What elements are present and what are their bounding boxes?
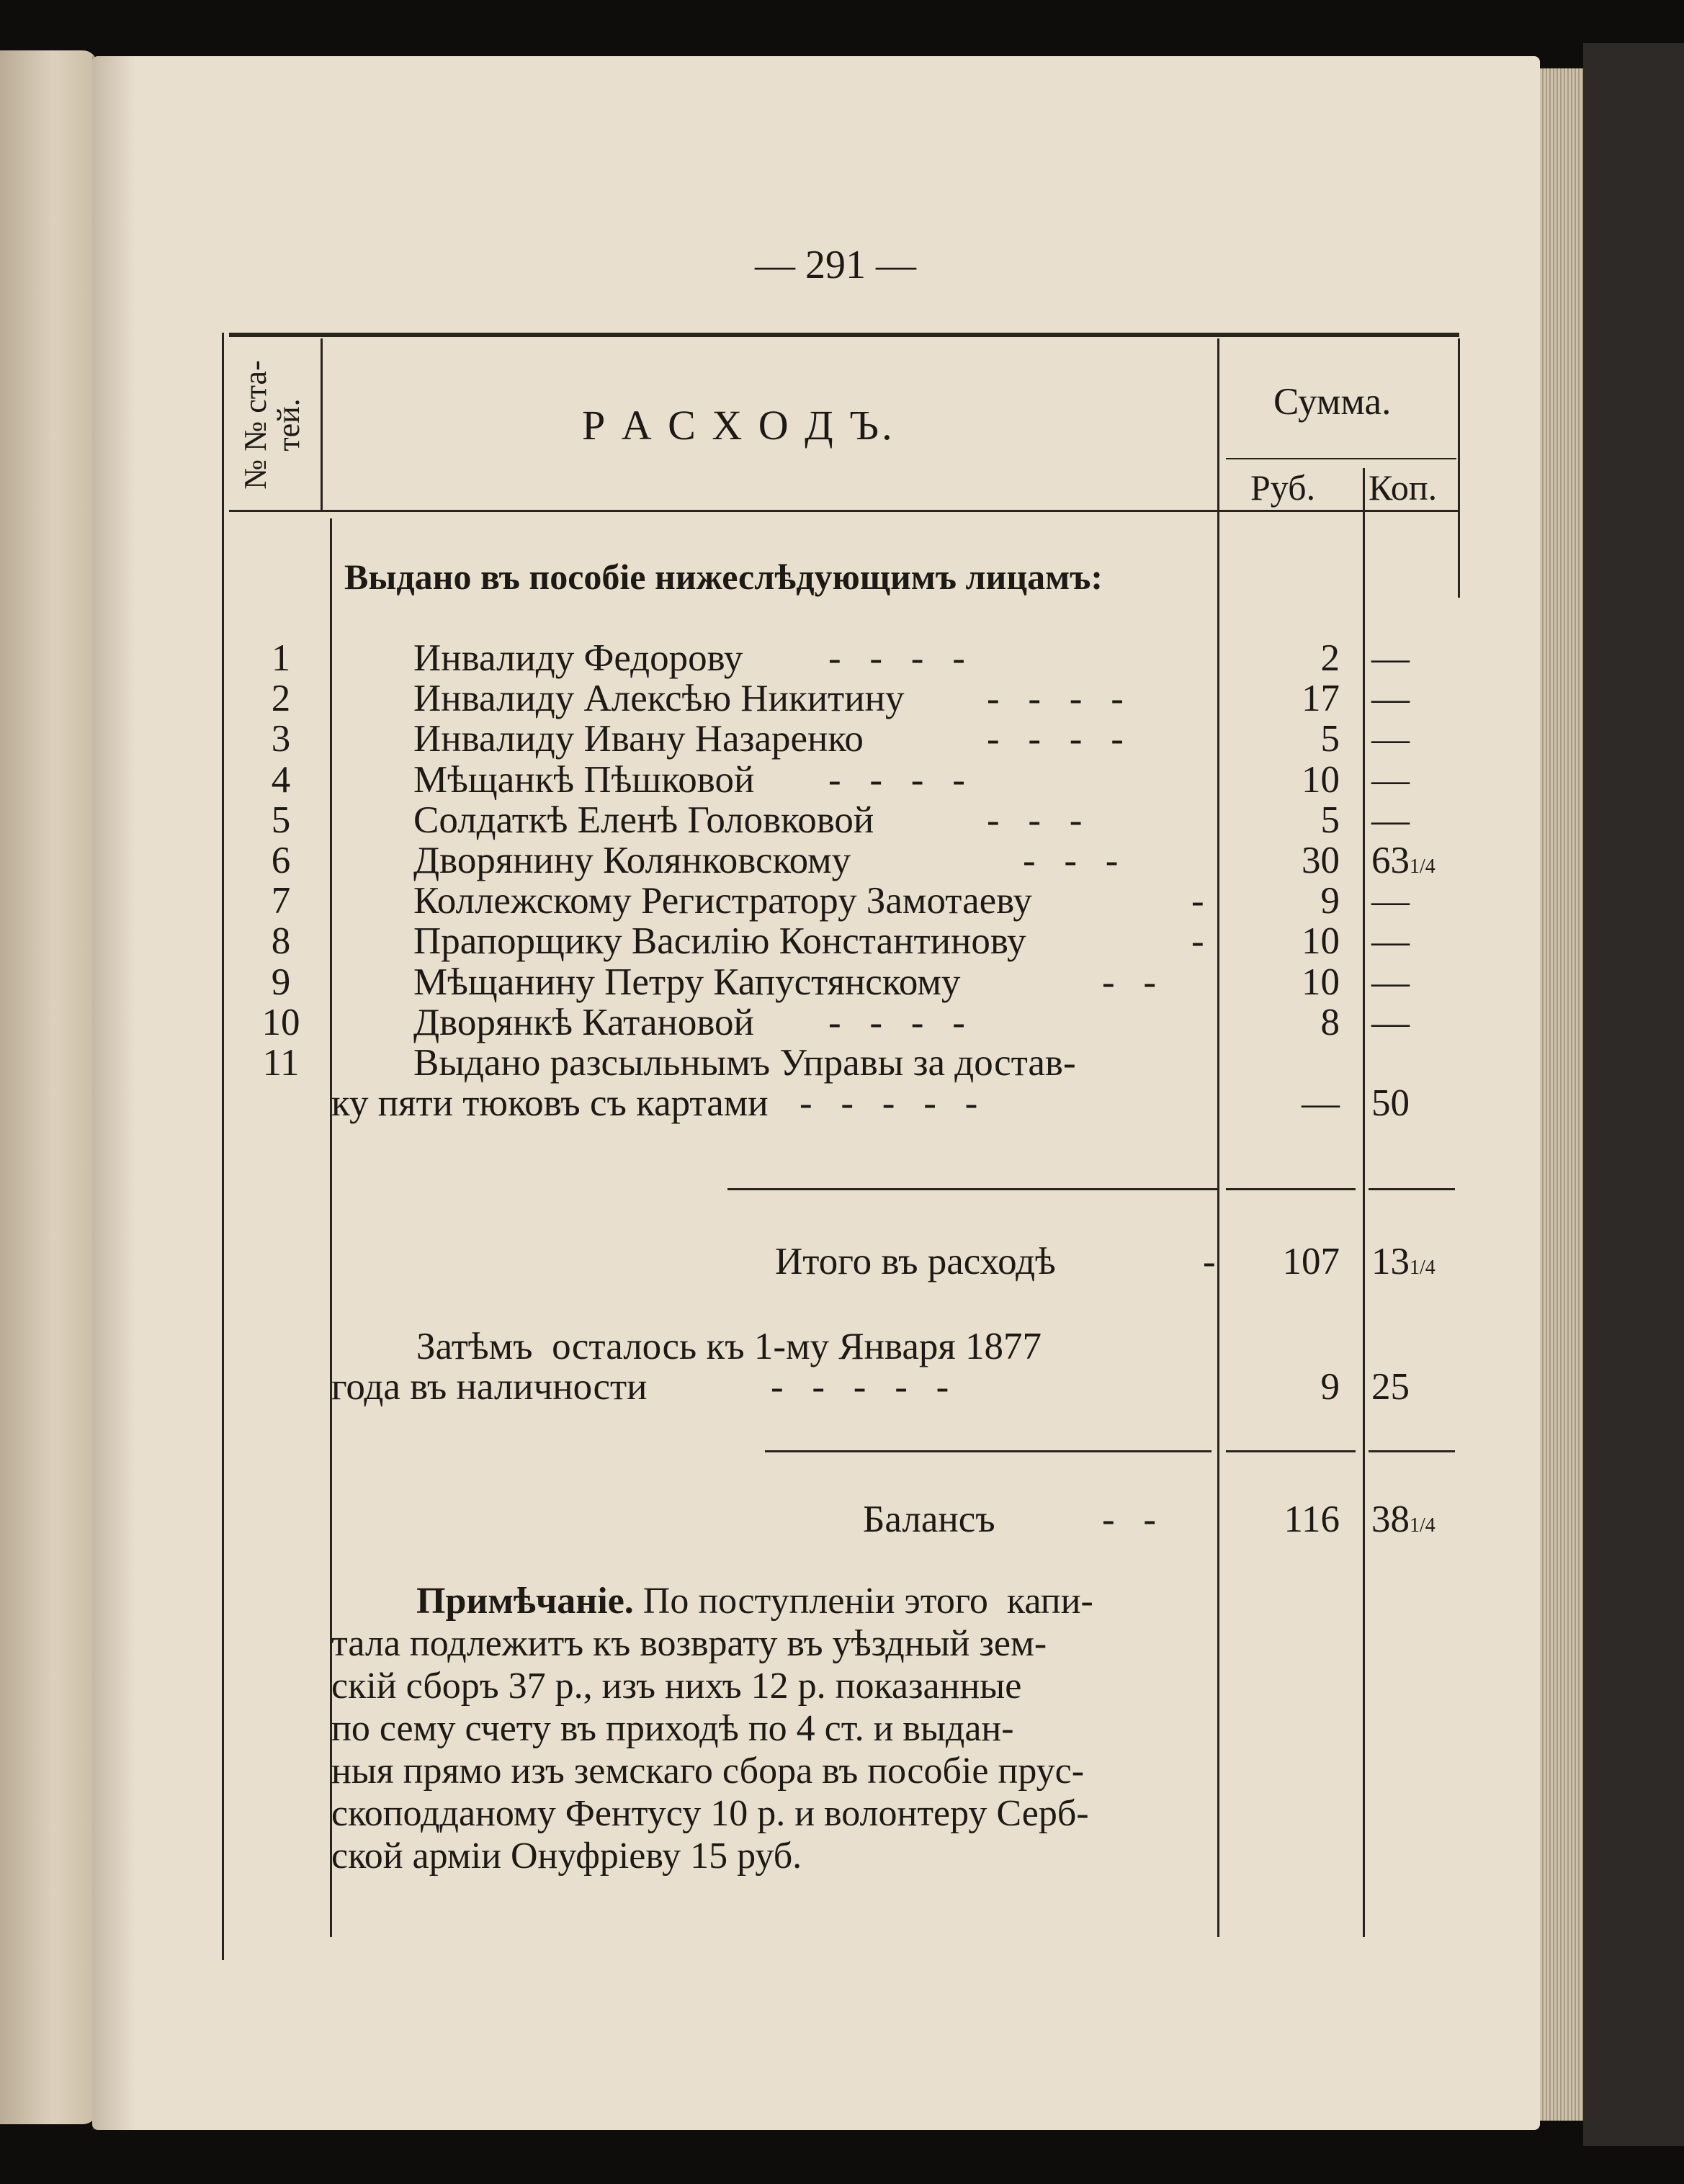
balance-kop-fraction: 1/4 [1410,1514,1436,1537]
row-dashes: - - - - [987,718,1124,760]
table-title: Р А С Х О Д Ъ. [582,402,895,449]
row-kop: 50 [1371,1082,1410,1124]
note-line [331,1580,1217,1622]
row-dashes: - - - - [828,637,965,679]
row-number: 11 [262,1042,300,1084]
row-kop: — [1371,759,1410,801]
subtotal-rule [727,1188,1217,1190]
balance-kop-rule [1369,1450,1455,1452]
row-text: Инвалиду Алексѣю Никитину [413,678,905,719]
section-heading: Выдано въ пособiе нижеслѣдующимъ лицамъ: [344,557,1103,597]
subtotal-rub-rule [1226,1188,1356,1190]
row-dashes: - - - - [828,759,965,801]
balance-rub: 116 [1284,1498,1340,1540]
remainder-kop: 25 [1371,1366,1410,1408]
row-text: Выдано разсыльнымъ Управы за достав- [413,1042,1076,1084]
note-line-text: По поступленiи этого капи- [642,1581,1093,1622]
row-rub: 30 [1302,840,1340,881]
row-rub: — [1302,1082,1340,1124]
row-text: Инвалиду Федорову [413,637,743,679]
row-text: Мѣщанину Петру Капустянскому [413,961,961,1003]
row-kop: — [1371,1002,1410,1043]
row-rub: 17 [1302,678,1340,719]
header-bottom-rule [229,510,1458,512]
sum-header: Сумма. [1273,381,1392,423]
row-kop: — [1371,799,1410,841]
row-text: Коллежскому Регистратору Замотаеву [413,880,1032,922]
balance-kop-main: 38 [1371,1498,1410,1540]
row-rub: 5 [1320,718,1340,760]
row-kop-fraction: 1/4 [1410,855,1436,878]
row-dashes: - - - [1023,840,1119,881]
row-rub: 8 [1320,1002,1340,1043]
row-rub: 10 [1302,759,1340,801]
row-number: 6 [271,840,291,881]
total-kop-fraction: 1/4 [1410,1257,1436,1279]
subtotal-kop-rule [1369,1188,1455,1190]
row-text: Прапорщику Василiю Константинову [413,920,1026,962]
row-number: 3 [271,718,291,760]
kop-header: Коп. [1369,467,1438,508]
left-page-edge [0,50,97,2124]
row-text: Инвалиду Ивану Назаренко [413,718,864,760]
note-block [331,1580,1217,1877]
row-number: 9 [271,961,291,1003]
page-stack-edge [1540,68,1583,2121]
row-text: Солдаткѣ Еленѣ Головковой [413,799,874,841]
row-text: Дворянкѣ Катановой [413,1002,754,1043]
table-top-rule [229,333,1459,337]
column-number-header [229,338,315,511]
row-dashes: - - - [987,799,1083,841]
row-text: Дворянину Колянковскому [413,840,851,881]
row-kop: — [1371,637,1410,679]
row-dashes: - - [1102,961,1157,1003]
total-label: Итого въ расходѣ [775,1241,1056,1282]
row-text-continued: ку пяти тюковъ съ картами [331,1082,769,1124]
column-number-label-1: № № ста- [237,360,273,490]
total-kop [1371,1243,1436,1281]
row-kop: — [1371,961,1410,1003]
note-line: ской армiи Онуфрiеву 15 руб. [331,1835,802,1877]
remainder-line-2: года въ наличности [331,1366,648,1408]
total-kop-main: 13 [1371,1241,1410,1282]
note-line: скiй сборъ 37 р., изъ нихъ 12 р. показанные [331,1666,1022,1707]
row-number: 2 [271,678,291,719]
row-dashes: - [1191,880,1204,922]
row-number: 1 [271,637,291,679]
total-rub: 107 [1282,1241,1340,1282]
note-lead: Примѣчанiе. [416,1581,634,1622]
note-line: тала подлежитъ къ возврату въ уѣздный зем- [331,1623,1047,1664]
col-kop-right-rule [1458,338,1460,598]
row-kop: — [1371,880,1410,922]
note-line: скоподданому Фентусу 10 р. и волонтеру Серб- [331,1793,1089,1834]
row-number: 4 [271,759,291,801]
row-number: 7 [271,880,291,922]
row-number: 8 [271,920,291,962]
row-kop: — [1371,678,1410,719]
remainder-rub: 9 [1320,1366,1340,1408]
col-kop-left-rule [1363,468,1365,1937]
row-kop: — [1371,718,1410,760]
row-rub: 10 [1302,920,1340,962]
note-lines [331,1580,1217,1877]
row-kop: — [1371,920,1410,962]
row-dashes: - - - - - [800,1082,978,1124]
balance-rub-rule [1226,1450,1356,1452]
balance-rule [765,1450,1212,1452]
balance-label: Балансъ [863,1498,995,1540]
page-number: — 291 — [755,243,916,287]
row-dashes: - [1191,920,1204,962]
row-rub: 9 [1320,880,1340,922]
row-dashes: - - - - [987,678,1124,719]
col-rub-left-rule [1217,338,1219,1937]
row-kop-main: 63 [1371,840,1410,881]
column-number-label-2: тей. [271,398,306,451]
row-kop [1371,842,1436,880]
balance-dashes: - - [1102,1498,1157,1540]
rub-header: Руб. [1250,467,1316,508]
col-no-rule [321,338,323,511]
remainder-line-1: Затѣмъ осталось къ 1-му Января 1877 [416,1326,1042,1367]
row-rub: 2 [1320,637,1340,679]
note-line: по сему счету въ приходѣ по 4 ст. и выдан- [331,1708,1014,1749]
remainder-dashes: - - - - - [771,1366,949,1408]
note-line: ныя прямо изъ земскаго сбора въ пособiе прус- [331,1751,1085,1792]
balance-kop [1371,1498,1436,1540]
row-number: 10 [261,1002,300,1043]
sum-split-rule [1226,458,1456,459]
total-dash: - [1203,1241,1216,1282]
row-rub: 10 [1302,961,1340,1003]
row-rub: 5 [1320,799,1340,841]
book-cover [1583,43,1684,2146]
row-number: 5 [271,799,291,841]
table-left-rule [222,333,224,1960]
row-dashes: - - - - [828,1002,965,1043]
row-text: Мѣщанкѣ Пѣшковой [413,759,755,801]
